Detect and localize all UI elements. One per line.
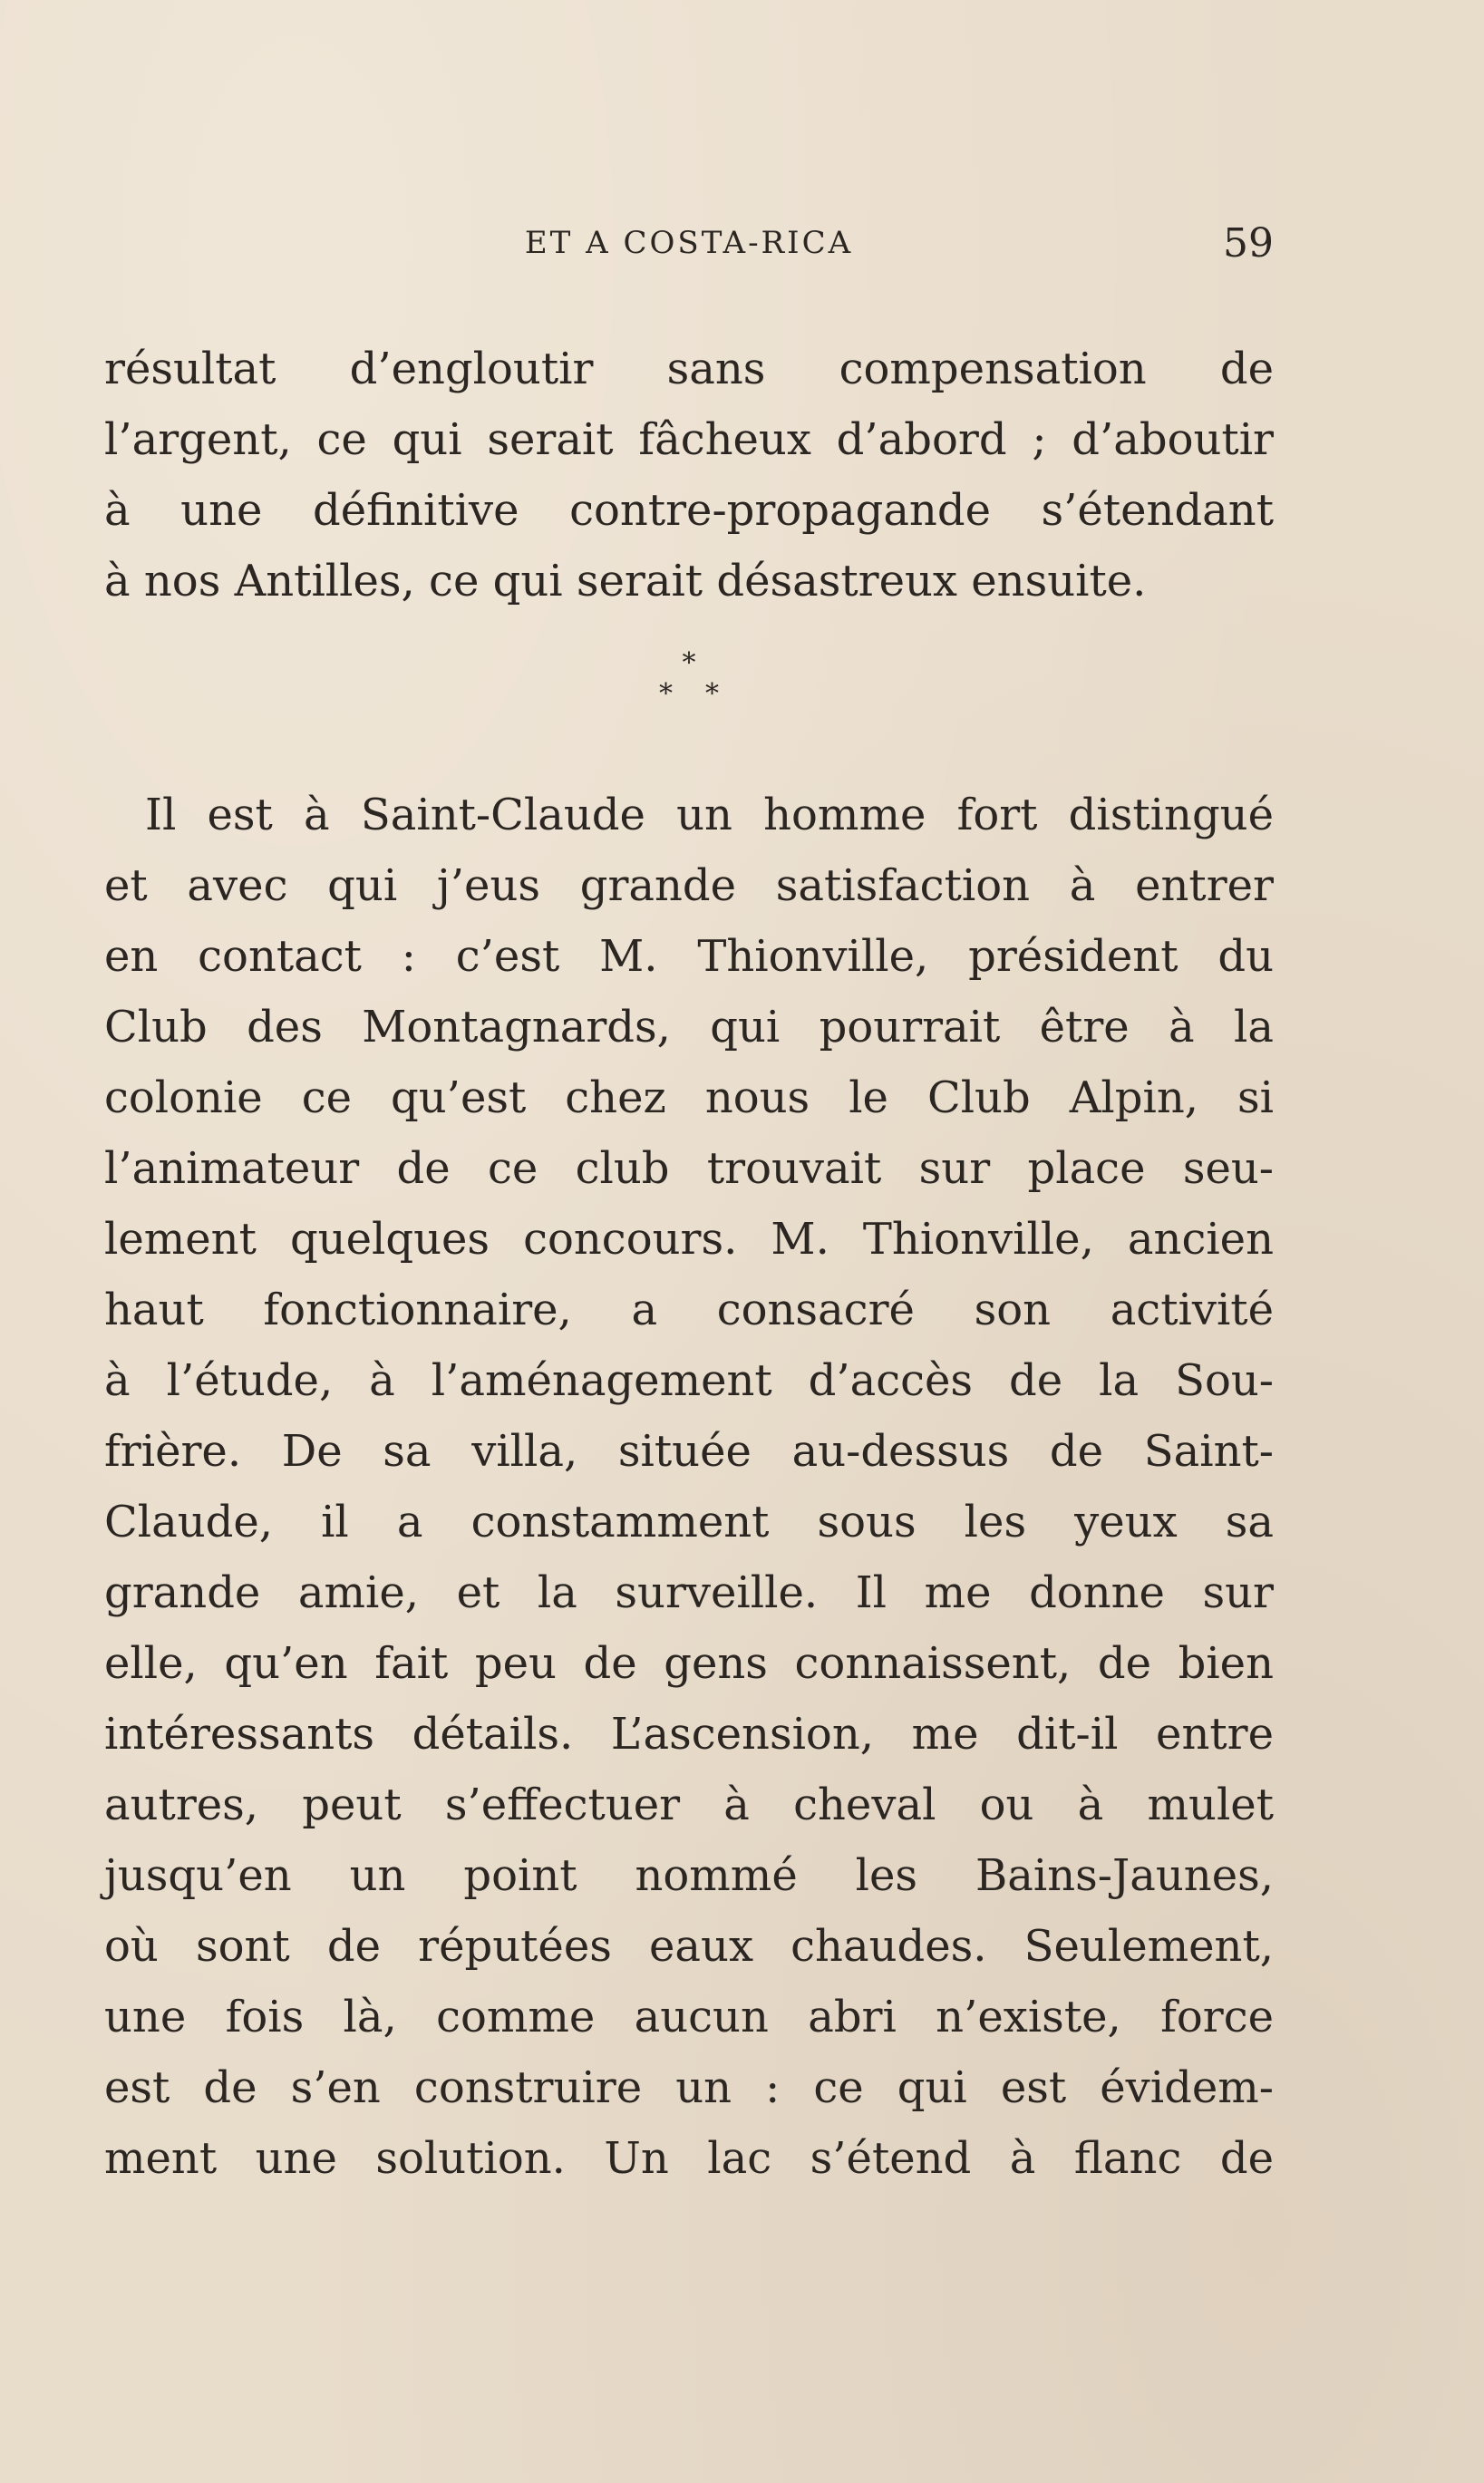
text-line: en contact : c’est M. Thionville, président du [104, 931, 1274, 982]
asterism-bottom: ** [659, 678, 752, 710]
text-line: intéressants détails. L’ascension, me dit-il entre [104, 1709, 1274, 1760]
text-line: grande amie, et la surveille. Il me donne sur [104, 1567, 1274, 1618]
running-head [104, 220, 1274, 275]
section-break [104, 616, 1274, 780]
text-line: Claude, il a constamment sous les yeux sa [104, 1497, 1274, 1547]
text-line: ment une solution. Un lac s’étend à flanc de [104, 2133, 1274, 2184]
text-line: est de s’en construire un : ce qui est évidem- [104, 2062, 1274, 2113]
text-line: où sont de réputées eaux chaudes. Seulement, [104, 1921, 1274, 1972]
asterism-top: * [682, 647, 696, 679]
text-line: elle, qu’en fait peu de gens connaissent, de bien [104, 1638, 1274, 1689]
running-title: ET A COSTA-RICA [524, 225, 854, 261]
text-line: colonie ce qu’est chez nous le Club Alpin, si [104, 1072, 1274, 1123]
text-line: haut fonctionnaire, a consacré son activité [104, 1285, 1274, 1335]
text-line: résultat d’engloutir sans compensation de [104, 344, 1274, 394]
text-line: l’animateur de ce club trouvait sur place seu- [104, 1143, 1274, 1194]
page-number: 59 [1223, 220, 1274, 267]
text-line: lement quelques concours. M. Thionville, ancien [104, 1214, 1274, 1265]
text-line: à nos Antilles, ce qui serait désastreux ensuite. [104, 556, 1147, 606]
text-line: Club des Montagnards, qui pourrait être à la [104, 1002, 1274, 1052]
body-text [104, 334, 1274, 2194]
text-line: Il est à Saint-Claude un homme fort distingué [145, 790, 1274, 840]
text-line: frière. De sa villa, située au-dessus de Saint- [104, 1426, 1274, 1477]
text-line: une fois là, comme aucun abri n’existe, force [104, 1992, 1274, 2042]
text-line: l’argent, ce qui serait fâcheux d’abord ; d’aboutir [104, 414, 1274, 465]
text-line: jusqu’en un point nommé les Bains-Jaunes, [104, 1850, 1274, 1901]
text-line: et avec qui j’eus grande satisfaction à entrer [104, 860, 1274, 911]
text-line: à l’étude, à l’aménagement d’accès de la Sou- [104, 1355, 1274, 1406]
asterism-ornament [104, 648, 1274, 710]
text-line: à une définitive contre-propagande s’étendant [104, 485, 1274, 536]
text-line: autres, peut s’effectuer à cheval ou à mulet [104, 1780, 1274, 1830]
